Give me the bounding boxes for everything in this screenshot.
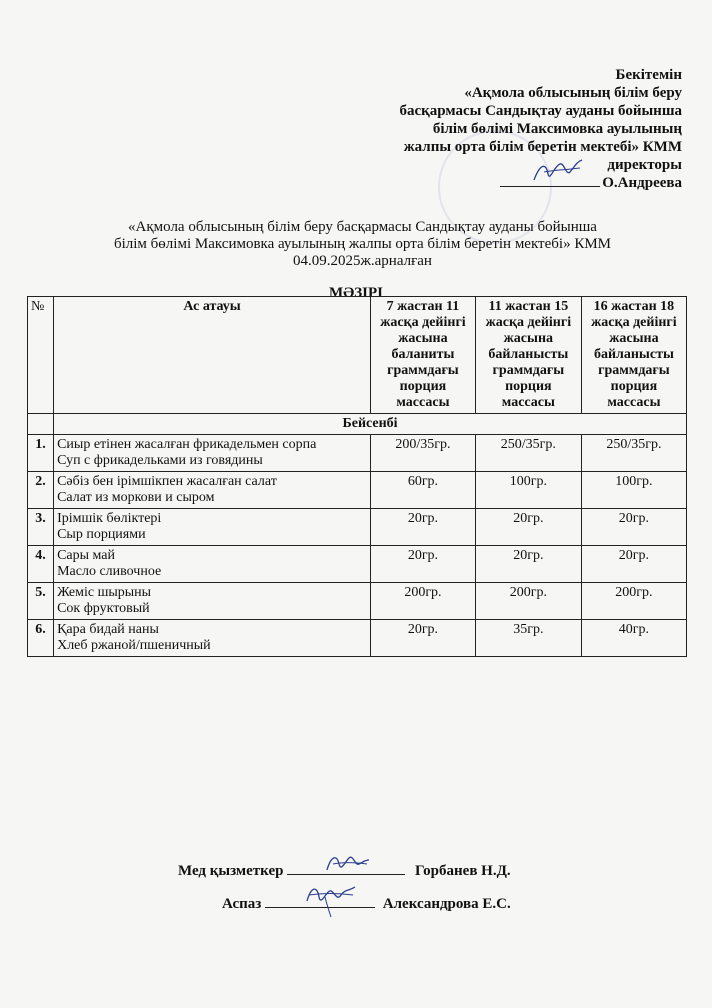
approval-line: директоры: [607, 157, 682, 173]
approval-block: [342, 66, 682, 192]
portion-11-15: 20гр.: [475, 509, 581, 546]
dish-cell: [54, 472, 371, 509]
dish-name-ru: Масло сливочное: [57, 564, 162, 579]
table-row: [28, 472, 687, 509]
dish-name-kz: Сиыр етінен жасалған фрикадельмен сорпа: [57, 437, 317, 452]
dish-cell: [54, 546, 371, 583]
dish-name-ru: Суп с фрикадельками из говядины: [57, 453, 263, 468]
table-row: [28, 546, 687, 583]
medic-label: Мед қызметкер: [178, 863, 284, 879]
dish-name-kz: Ірімшік бөліктері: [57, 511, 162, 526]
signature-underline: [500, 174, 600, 187]
row-number: 5.: [28, 583, 54, 620]
day-row: [28, 414, 687, 435]
row-number: 3.: [28, 509, 54, 546]
cook-signature-row: [222, 893, 511, 913]
cook-signature: [301, 879, 361, 919]
medic-signature-row: [178, 860, 511, 880]
portion-11-15: 35гр.: [475, 620, 581, 657]
header-number: №: [28, 297, 54, 414]
day-spacer-cell: [28, 414, 54, 435]
row-number: 4.: [28, 546, 54, 583]
cook-name: Александрова Е.С.: [382, 896, 511, 912]
medic-name: Горбанев Н.Д.: [414, 863, 511, 879]
dish-name-ru: Сыр порциями: [57, 527, 146, 542]
portion-7-11: 200/35гр.: [371, 435, 476, 472]
organization-line: «Ақмола облысының білім беру басқармасы Сандықтау ауданы бойынша: [128, 219, 597, 235]
dish-cell: [54, 620, 371, 657]
dish-cell: [54, 509, 371, 546]
dish-name-kz: Қара бидай наны: [57, 622, 159, 637]
portion-7-11: 20гр.: [371, 620, 476, 657]
table-row: [28, 620, 687, 657]
table-row: [28, 509, 687, 546]
approval-heading: Бекітемін: [615, 67, 682, 83]
portion-11-15: 100гр.: [475, 472, 581, 509]
dish-name-ru: Салат из моркови и сыром: [57, 490, 215, 505]
approval-line: басқармасы Сандықтау ауданы бойынша: [399, 103, 682, 119]
signature-underline: [287, 860, 405, 875]
dish-name-ru: Хлеб ржаной/пшеничный: [57, 638, 211, 653]
signature-underline: [265, 893, 375, 908]
portion-11-15: 20гр.: [475, 546, 581, 583]
table-row: [28, 583, 687, 620]
portion-16-18: 200гр.: [581, 583, 686, 620]
portion-7-11: 200гр.: [371, 583, 476, 620]
header-age-16-18: 16 жастан 18 жасқа дейінгі жасына байланысты граммдағы порция массасы: [581, 297, 686, 414]
header-age-11-15: 11 жастан 15 жасқа дейінгі жасына байланысты граммдағы порция массасы: [475, 297, 581, 414]
table-row: [28, 435, 687, 472]
approval-line: жалпы орта білім беретін мектебі» КММ: [403, 139, 682, 155]
menu-table: [27, 296, 687, 657]
dish-name-kz: Сәбіз бен ірімшікпен жасалған салат: [57, 474, 277, 489]
director-name: О.Андреева: [602, 175, 682, 191]
organization-line: білім бөлімі Максимовка ауылының жалпы орта білім беретін мектебі» КММ: [113, 236, 611, 252]
row-number: 1.: [28, 435, 54, 472]
dish-cell: [54, 435, 371, 472]
header-dish-name: Ас атауы: [54, 297, 371, 414]
row-number: 6.: [28, 620, 54, 657]
portion-11-15: 250/35гр.: [475, 435, 581, 472]
portion-7-11: 20гр.: [371, 546, 476, 583]
header-age-7-11: 7 жастан 11 жасқа дейінгі жасына баланиты граммдағы порция массасы: [371, 297, 476, 414]
portion-16-18: 250/35гр.: [581, 435, 686, 472]
date-line: 04.09.2025ж.арналған: [293, 253, 432, 269]
portion-7-11: 60гр.: [371, 472, 476, 509]
portion-16-18: 20гр.: [581, 546, 686, 583]
portion-16-18: 100гр.: [581, 472, 686, 509]
organization-header: [60, 219, 665, 270]
dish-name-ru: Сок фруктовый: [57, 601, 150, 616]
table-header-row: [28, 297, 687, 414]
menu-title: МӘЗІРІ: [329, 285, 383, 301]
cook-label: Аспаз: [222, 896, 262, 912]
director-signature: [530, 156, 590, 186]
director-signature-line: [342, 174, 682, 192]
portion-16-18: 20гр.: [581, 509, 686, 546]
dish-cell: [54, 583, 371, 620]
portion-16-18: 40гр.: [581, 620, 686, 657]
dish-name-kz: Жеміс шырыны: [57, 585, 152, 600]
medic-signature: [323, 850, 373, 876]
approval-line: «Ақмола облысының білім беру: [464, 85, 682, 101]
row-number: 2.: [28, 472, 54, 509]
portion-7-11: 20гр.: [371, 509, 476, 546]
day-label: Бейсенбі: [54, 414, 687, 435]
dish-name-kz: Сары май: [57, 548, 116, 563]
approval-line: білім бөлімі Максимовка ауылының: [432, 121, 682, 137]
portion-11-15: 200гр.: [475, 583, 581, 620]
